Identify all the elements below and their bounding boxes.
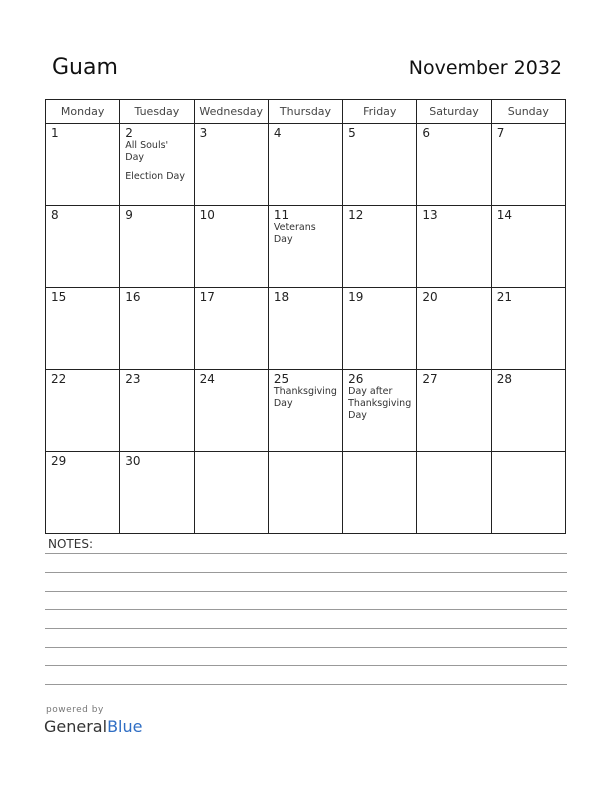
day-number: 11	[273, 208, 290, 222]
day-cell	[120, 288, 194, 370]
day-cell	[491, 288, 565, 370]
week-row-1	[46, 124, 566, 206]
calendar-grid	[45, 99, 566, 534]
day-cell	[120, 370, 194, 452]
weekday-thursday: Thursday	[268, 100, 342, 124]
day-number: 15	[51, 290, 67, 304]
day-cell	[46, 288, 120, 370]
day-number: 22	[51, 372, 67, 386]
day-number: 16	[125, 290, 141, 304]
weekday-monday: Monday	[46, 100, 120, 124]
day-cell	[417, 124, 491, 206]
note-line	[45, 665, 567, 666]
day-number: 21	[496, 290, 512, 304]
week-row-5	[46, 452, 566, 534]
day-cell	[417, 370, 491, 452]
day-cell	[343, 124, 417, 206]
note-line	[45, 684, 567, 685]
day-number: 20	[422, 290, 438, 304]
note-line	[45, 591, 567, 592]
weekday-header-row	[46, 100, 566, 124]
note-line	[45, 647, 567, 648]
day-number: 30	[125, 454, 141, 468]
day-cell	[46, 124, 120, 206]
powered-by-text: powered by	[46, 705, 104, 715]
day-cell	[343, 206, 417, 288]
brand-general: General	[44, 717, 108, 736]
weekday-friday: Friday	[343, 100, 417, 124]
day-number: 3	[199, 126, 208, 140]
day-number: 28	[496, 372, 512, 386]
holiday-label: Day after Thanksgiving Day	[348, 386, 412, 421]
day-number: 19	[348, 290, 364, 304]
day-number: 23	[125, 372, 141, 386]
weekday-tuesday: Tuesday	[120, 100, 194, 124]
day-number: 5	[348, 126, 356, 140]
day-cell-empty	[268, 452, 342, 534]
holiday-label: Election Day	[125, 171, 185, 182]
day-number: 29	[51, 454, 67, 468]
day-cell-empty	[417, 452, 491, 534]
day-cell	[194, 206, 268, 288]
notes-label: NOTES:	[48, 537, 93, 551]
day-number: 2	[125, 126, 133, 140]
note-line	[45, 628, 567, 629]
day-number: 1	[51, 126, 59, 140]
day-number: 14	[496, 208, 512, 222]
day-number: 25	[273, 372, 290, 386]
region-title: Guam	[52, 55, 118, 80]
weekday-wednesday: Wednesday	[194, 100, 268, 124]
day-cell	[194, 124, 268, 206]
day-number: 9	[125, 208, 133, 222]
day-number: 8	[51, 208, 59, 222]
day-number: 12	[348, 208, 364, 222]
day-cell	[46, 206, 120, 288]
day-cell	[268, 124, 342, 206]
day-cell	[491, 370, 565, 452]
day-cell-empty	[194, 452, 268, 534]
day-number: 17	[199, 290, 215, 304]
note-line	[45, 609, 567, 610]
day-number: 24	[199, 372, 215, 386]
day-cell	[417, 288, 491, 370]
weekday-saturday: Saturday	[417, 100, 491, 124]
day-cell	[194, 370, 268, 452]
day-number: 7	[496, 126, 505, 140]
week-row-4	[46, 370, 566, 452]
day-number: 13	[422, 208, 438, 222]
day-number: 27	[422, 372, 438, 386]
day-number: 10	[199, 208, 215, 222]
day-cell	[491, 206, 565, 288]
day-cell	[194, 288, 268, 370]
month-title: November 2032	[408, 57, 562, 79]
week-row-2	[46, 206, 566, 288]
day-cell	[343, 288, 417, 370]
day-cell	[46, 452, 120, 534]
day-number: 26	[348, 372, 364, 386]
week-row-3	[46, 288, 566, 370]
holiday-label: Veterans Day	[273, 222, 316, 245]
day-number: 4	[273, 126, 282, 140]
day-cell	[120, 206, 194, 288]
day-cell	[46, 370, 120, 452]
day-number: 6	[422, 126, 431, 140]
holiday-label: Thanksgiving Day	[273, 386, 337, 409]
day-number: 18	[273, 290, 290, 304]
day-cell	[343, 370, 417, 452]
day-cell	[120, 124, 194, 206]
day-cell	[268, 370, 342, 452]
day-cell	[491, 124, 565, 206]
holiday-label: All Souls' Day	[125, 140, 169, 163]
generalblue-logo[interactable]	[44, 717, 142, 736]
day-cell	[268, 288, 342, 370]
note-line	[45, 553, 567, 554]
day-cell	[120, 452, 194, 534]
note-line	[45, 572, 567, 573]
day-cell	[417, 206, 491, 288]
day-cell-empty	[491, 452, 565, 534]
day-cell-empty	[343, 452, 417, 534]
day-cell	[268, 206, 342, 288]
weekday-sunday: Sunday	[491, 100, 565, 124]
brand-blue: Blue	[107, 717, 143, 736]
